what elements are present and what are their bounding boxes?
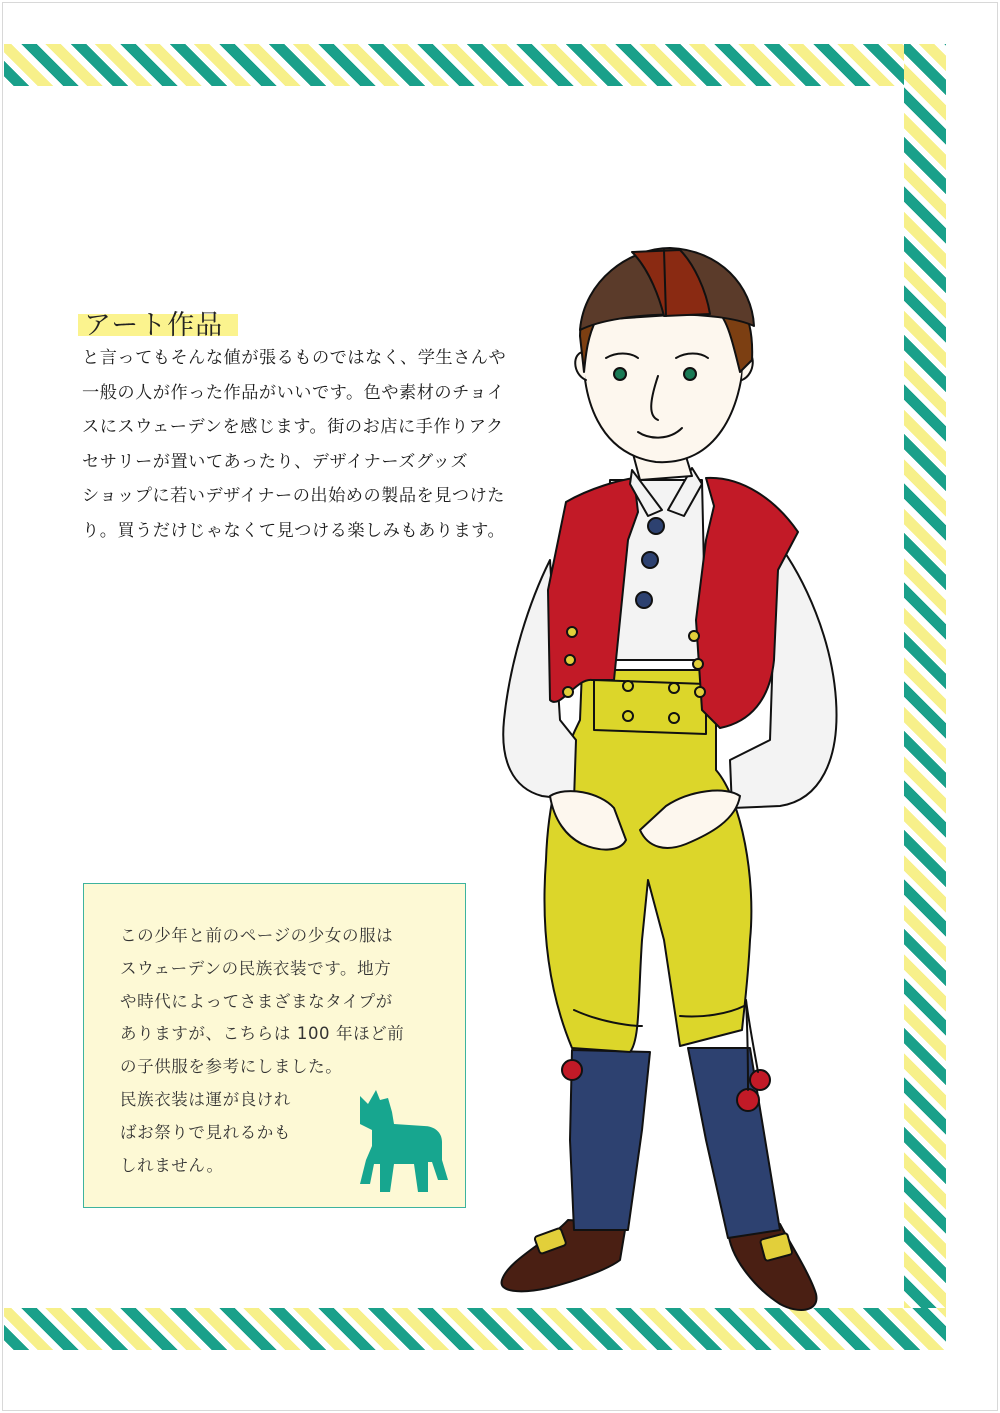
body-line: り。買うだけじゃなくて見つける楽しみもあります。 (82, 520, 506, 541)
note-box (83, 883, 466, 1208)
top-stripe-border (4, 44, 946, 86)
body-line: 一般の人が作った作品がいいです。色や素材のチョイ (82, 382, 505, 403)
note-line: しれません。 (120, 1155, 224, 1175)
dala-horse-icon (354, 1084, 450, 1196)
right-stripe-border (904, 44, 946, 1350)
body-line: と言ってもそんな値が張るものではなく、学生さんや (82, 348, 507, 368)
note-line: ばお祭りで見れるかも (120, 1122, 291, 1142)
body-line: セサリーが置いてあったり、デザイナーズグッズ (82, 451, 469, 472)
note-line: や時代によってさまざまなタイプが (120, 991, 393, 1011)
note-line: の子供服を参考にしました。 (120, 1057, 343, 1077)
note-line: スウェーデンの民族衣装です。地方 (120, 958, 392, 978)
note-line: この少年と前のページの少女の服は (120, 926, 394, 945)
note-line: 民族衣装は運が良けれ (120, 1089, 291, 1109)
heading-text: アート作品 (84, 310, 224, 341)
note-line: ありますが、こちらは 100 年ほど前 (120, 1024, 405, 1044)
body-line: ショップに若いデザイナーの出始めの製品を見つけた (82, 486, 505, 506)
boy-illustration (480, 240, 850, 1320)
body-line: スにスウェーデンを感じます。街のお店に手作りアク (82, 417, 504, 437)
section-heading (78, 303, 223, 342)
